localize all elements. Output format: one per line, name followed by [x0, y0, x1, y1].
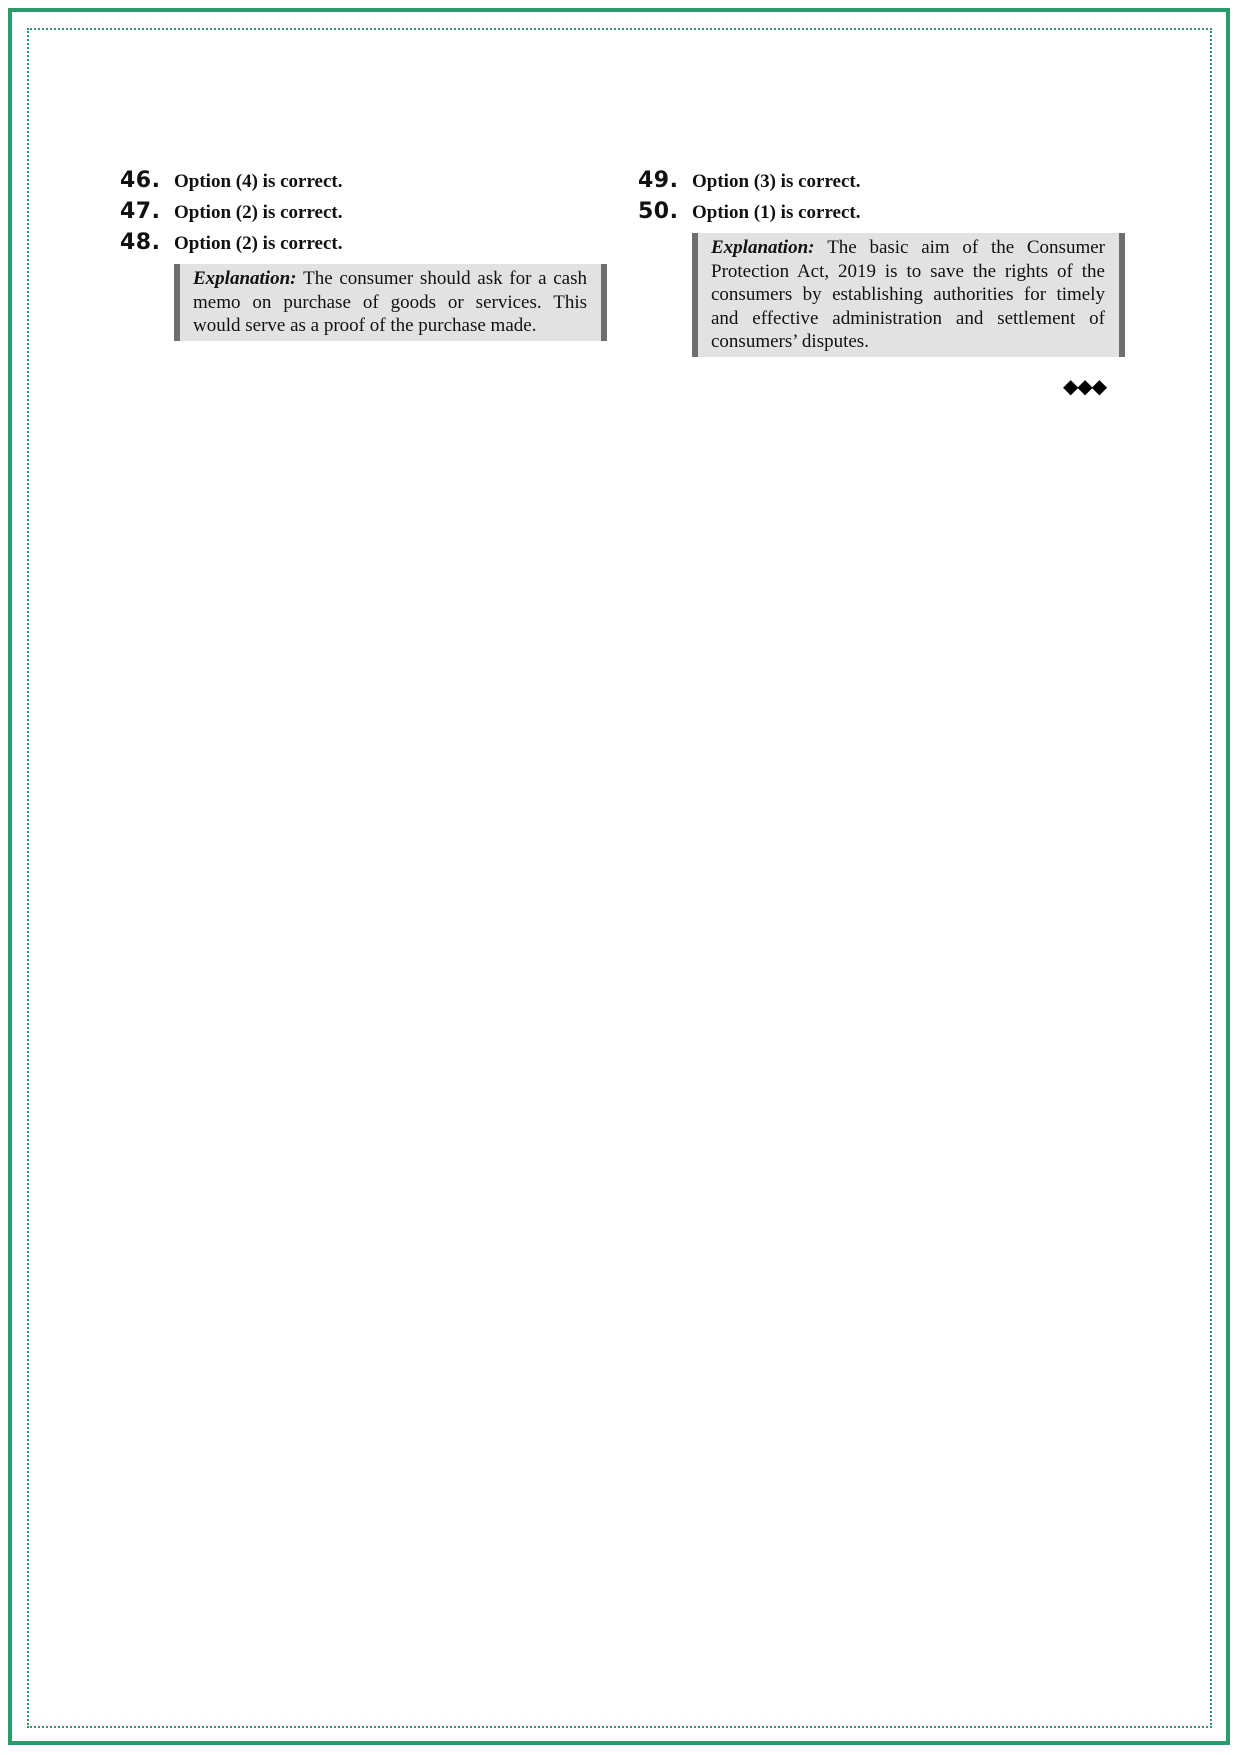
answer-text: Option (2) is correct. [174, 202, 343, 223]
right-column [638, 168, 1128, 357]
answer-50 [638, 199, 1128, 230]
question-number: 47. [120, 199, 161, 224]
explanation-box-48 [174, 264, 607, 341]
end-diamonds-icon: ◆◆◆ [1063, 374, 1107, 398]
answer-text: Option (1) is correct. [692, 202, 861, 223]
answer-49 [638, 168, 1128, 199]
explanation-label: Explanation: [193, 268, 304, 289]
answer-text: Option (4) is correct. [174, 171, 343, 192]
answer-46 [120, 168, 610, 199]
question-number: 49. [638, 168, 679, 193]
explanation-text: The consumer should ask for a cash memo on purchase of goods or services. This would serve as a proof of the purchase made. [193, 268, 587, 336]
explanation-box-50 [692, 233, 1125, 357]
explanation-text: The basic aim of the Consumer Protection Act, 2019 is to save the rights of the consumers by establishing authorities for timely and effective administration and settlement of consumers’ disputes. [711, 237, 1105, 352]
left-column [120, 168, 610, 341]
answer-48 [120, 230, 610, 261]
question-number: 48. [120, 230, 161, 255]
explanation-label: Explanation: [711, 237, 828, 258]
question-number: 46. [120, 168, 161, 193]
question-number: 50. [638, 199, 679, 224]
answer-47 [120, 199, 610, 230]
answer-text: Option (2) is correct. [174, 233, 343, 254]
answer-text: Option (3) is correct. [692, 171, 861, 192]
